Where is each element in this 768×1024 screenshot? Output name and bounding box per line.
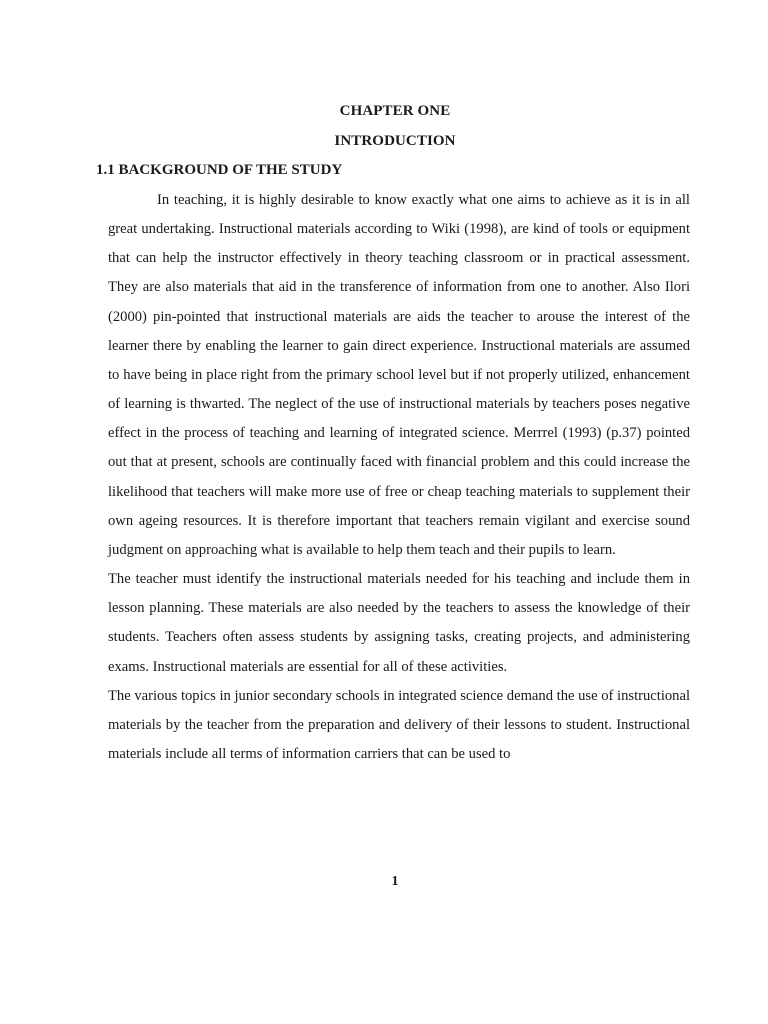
paragraph-3: The various topics in junior secondary schools in integrated science demand the use of instructional materials by the teacher from the preparation and delivery of their lessons to student. Instructional materials include all terms of information carriers that can be used to	[108, 687, 690, 762]
paragraph-2: The teacher must identify the instructional materials needed for his teaching and include them in lesson planning. These materials are also needed by the teachers to assess the knowledge of their students. Teachers often assess students by assigning tasks, creating projects, and administering exams. Instructional materials are essential for all of these activities.	[108, 571, 690, 675]
page-number: 1	[391, 874, 399, 889]
paragraph-1: In teaching, it is highly desirable to know exactly what one aims to achieve as it is in all great undertaking. Instructional materials according to Wiki (1998), are kind of tools or equipment that can help the instructor effectively in theory teaching classroom or in practical assessment. They are also materials that aid in the transference of information from one to another. Also Ilori (2000) pin-pointed that instructional materials are aids the teacher to arouse the interest of the learner there by enabling the learner to gain direct experience. Instructional materials are assumed to have being in place right from the primary school level but if not properly utilized, enhancement of learning is thwarted. The neglect of the use of instructional materials by teachers poses negative effect in the process of teaching and learning of integrated science. Merrrel (1993) (p.37) pointed out that at present, schools are continually faced with financial problem and this could increase the likelihood that teachers will make more use of free or cheap teaching materials to supplement their own ageing resources. It is therefore important that teachers remain vigilant and exercise sound judgment on approaching what is available to help them teach and their pupils to learn.	[108, 192, 690, 558]
section-heading: 1.1 BACKGROUND OF THE STUDY	[96, 162, 343, 178]
chapter-subtitle: INTRODUCTION	[334, 133, 456, 149]
chapter-title: CHAPTER ONE	[339, 103, 451, 119]
body-text	[108, 186, 690, 769]
